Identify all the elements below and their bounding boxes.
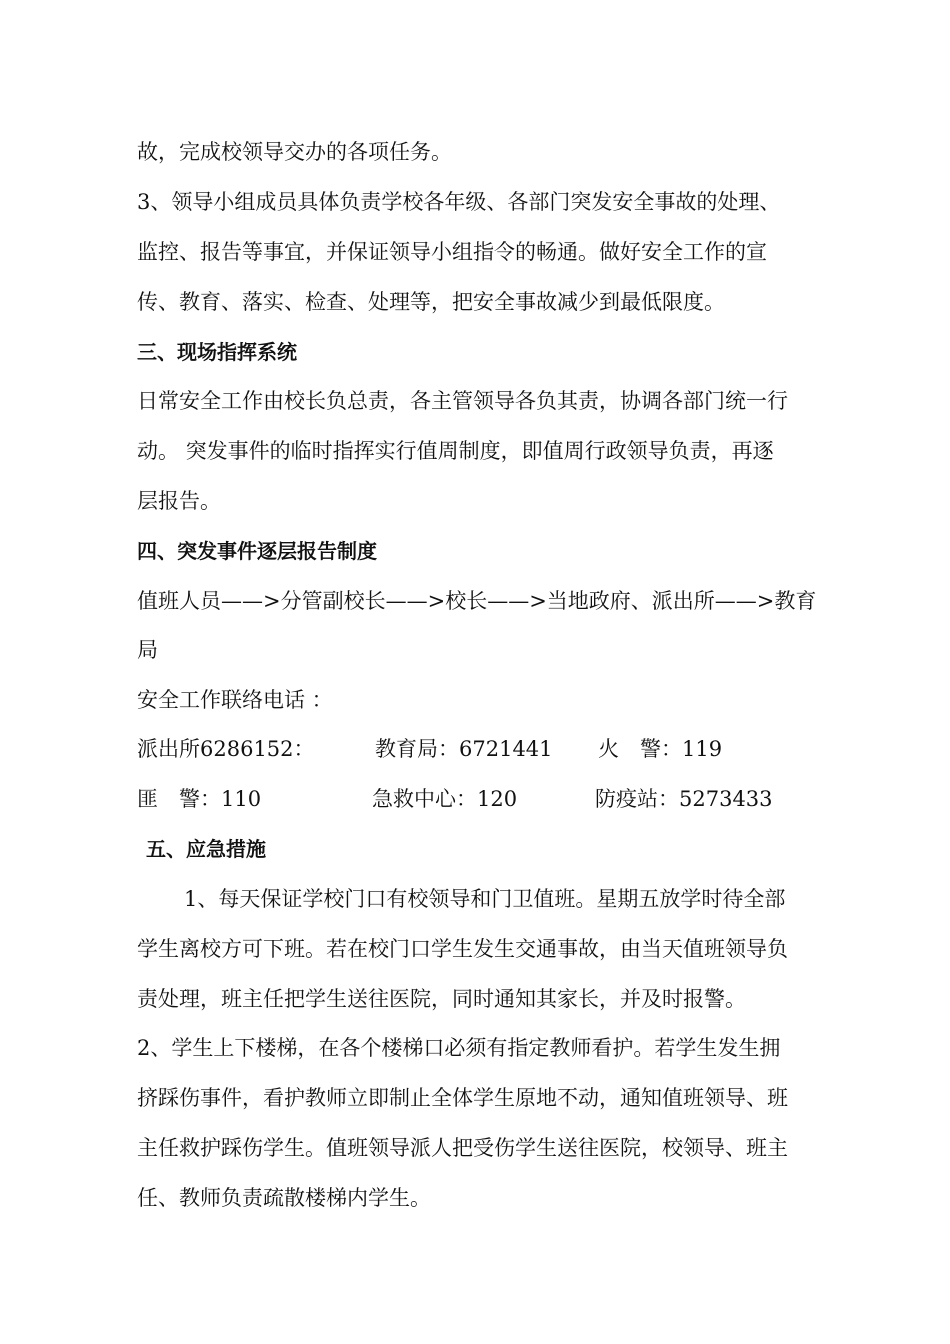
paragraph-line: 监控、报告等事宜，并保证领导小组指令的畅通。做好安全工作的宣 bbox=[137, 240, 767, 264]
paragraph-line: 层报告。 bbox=[137, 489, 221, 513]
contact-emergency-center: 急救中心：120 bbox=[372, 787, 518, 811]
contact-fire: 火 警：119 bbox=[598, 737, 723, 761]
contact-education-bureau: 教育局：6721441 bbox=[375, 737, 553, 761]
paragraph-line: 责处理，班主任把学生送往医院，同时通知其家长，并及时报警。 bbox=[137, 987, 746, 1011]
contact-title: 安全工作联络电话 ： bbox=[137, 688, 333, 712]
contact-police-station: 派出所6286152： bbox=[137, 737, 315, 761]
report-chain-line: 局 bbox=[137, 638, 158, 662]
section-heading-3: 三、现场指挥系统 bbox=[137, 340, 297, 364]
section-heading-5: 五、应急措施 bbox=[146, 837, 266, 861]
paragraph-line: 日常安全工作由校长负总责，各主管领导各负其责，协调各部门统一行 bbox=[137, 389, 788, 413]
section-heading-4: 四、突发事件逐层报告制度 bbox=[137, 539, 377, 563]
paragraph-line: 任、教师负责疏散楼梯内学生。 bbox=[137, 1186, 431, 1210]
contact-police: 匪 警：110 bbox=[137, 787, 262, 811]
paragraph-line: 动。 突发事件的临时指挥实行值周制度，即值周行政领导负责，再逐 bbox=[137, 439, 774, 463]
paragraph-line: 学生离校方可下班。若在校门口学生发生交通事故，由当天值班领导负 bbox=[137, 937, 788, 961]
paragraph-line: 1、每天保证学校门口有校领导和门卫值班。星期五放学时待全部 bbox=[184, 887, 786, 911]
paragraph-line: 故，完成校领导交办的各项任务。 bbox=[137, 140, 452, 164]
paragraph-line: 2、学生上下楼梯，在各个楼梯口必须有指定教师看护。若学生发生拥 bbox=[137, 1036, 781, 1060]
paragraph-line: 传、教育、落实、检查、处理等，把安全事故减少到最低限度。 bbox=[137, 290, 725, 314]
contact-epidemic-station: 防疫站：5273433 bbox=[595, 787, 773, 811]
paragraph-line: 3、领导小组成员具体负责学校各年级、各部门突发安全事故的处理、 bbox=[137, 190, 781, 214]
paragraph-line: 挤踩伤事件，看护教师立即制止全体学生原地不动，通知值班领导、班 bbox=[137, 1086, 788, 1110]
report-chain-line: 值班人员——>分管副校长——>校长——>当地政府、派出所——>教育 bbox=[137, 589, 817, 613]
paragraph-line: 主任救护踩伤学生。值班领导派人把受伤学生送往医院，校领导、班主 bbox=[137, 1136, 788, 1160]
